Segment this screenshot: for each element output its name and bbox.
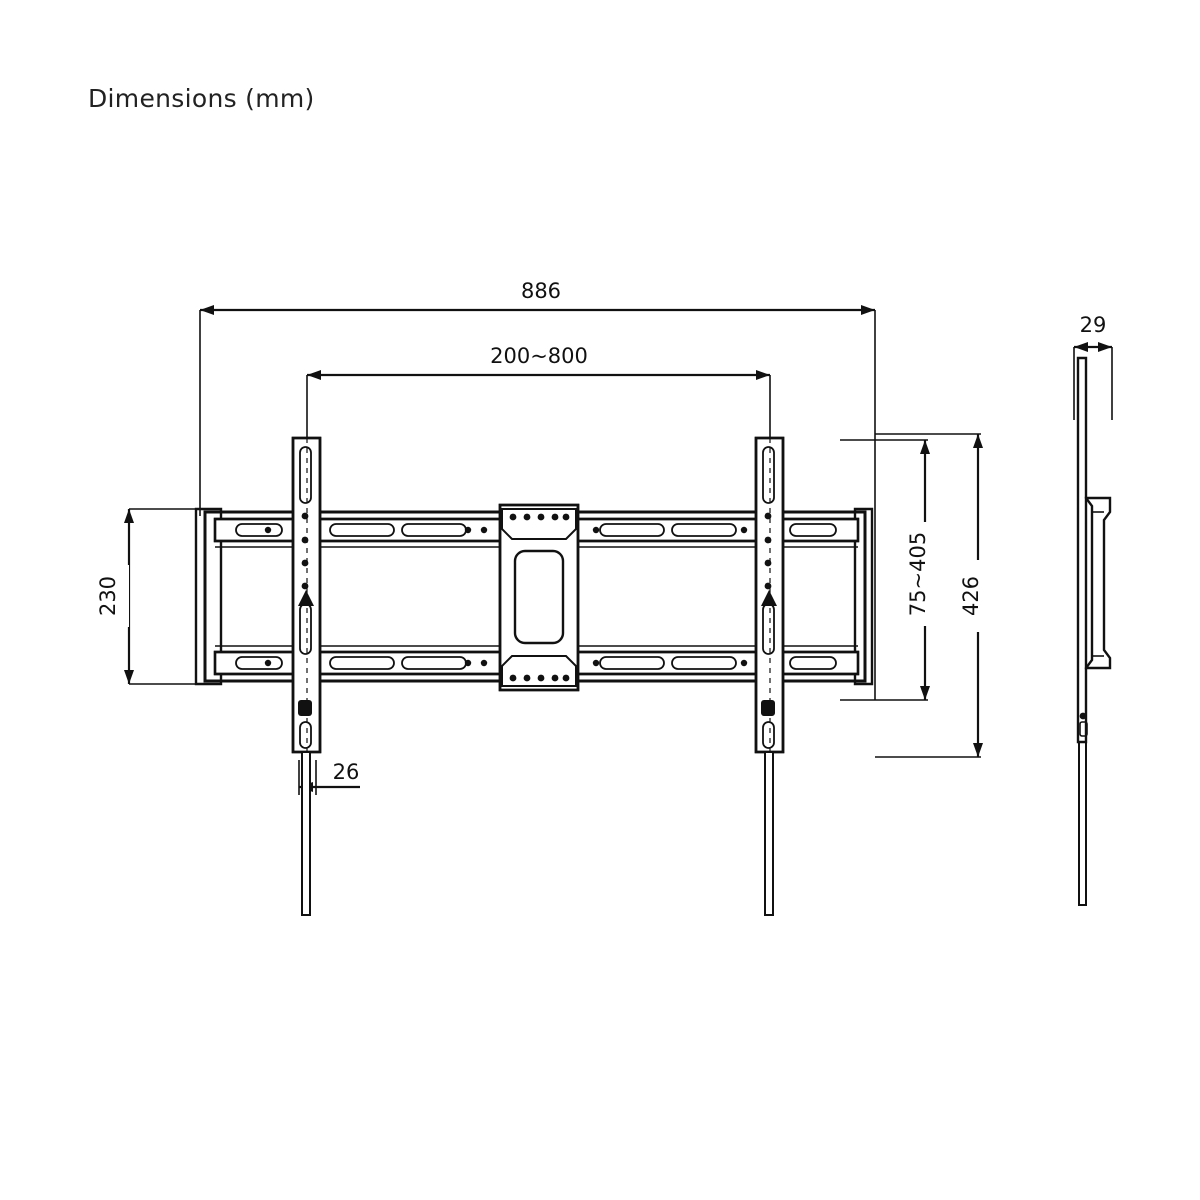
- dimension-label-vesa-width-range: 200~800: [490, 344, 588, 368]
- bracket-front-geometry: [196, 438, 872, 915]
- dimension-label-overall-height: 426: [959, 575, 983, 617]
- dimension-depth: [1068, 310, 1118, 420]
- dimension-label-plate-offset: 26: [332, 760, 360, 784]
- dimension-label-overall-width: 886: [520, 279, 562, 303]
- front-view: [96, 276, 992, 915]
- dimension-label-rail-height: 230: [96, 575, 120, 617]
- bracket-side-geometry: [1078, 358, 1110, 905]
- side-view: [1068, 310, 1118, 905]
- dimension-label-vesa-height-range: 75~405: [906, 531, 930, 617]
- dimension-vesa-width-range: [307, 341, 770, 440]
- page-title: Dimensions (mm): [88, 84, 315, 113]
- dimension-rail-height: [96, 509, 206, 684]
- dimension-label-depth: 29: [1079, 313, 1107, 337]
